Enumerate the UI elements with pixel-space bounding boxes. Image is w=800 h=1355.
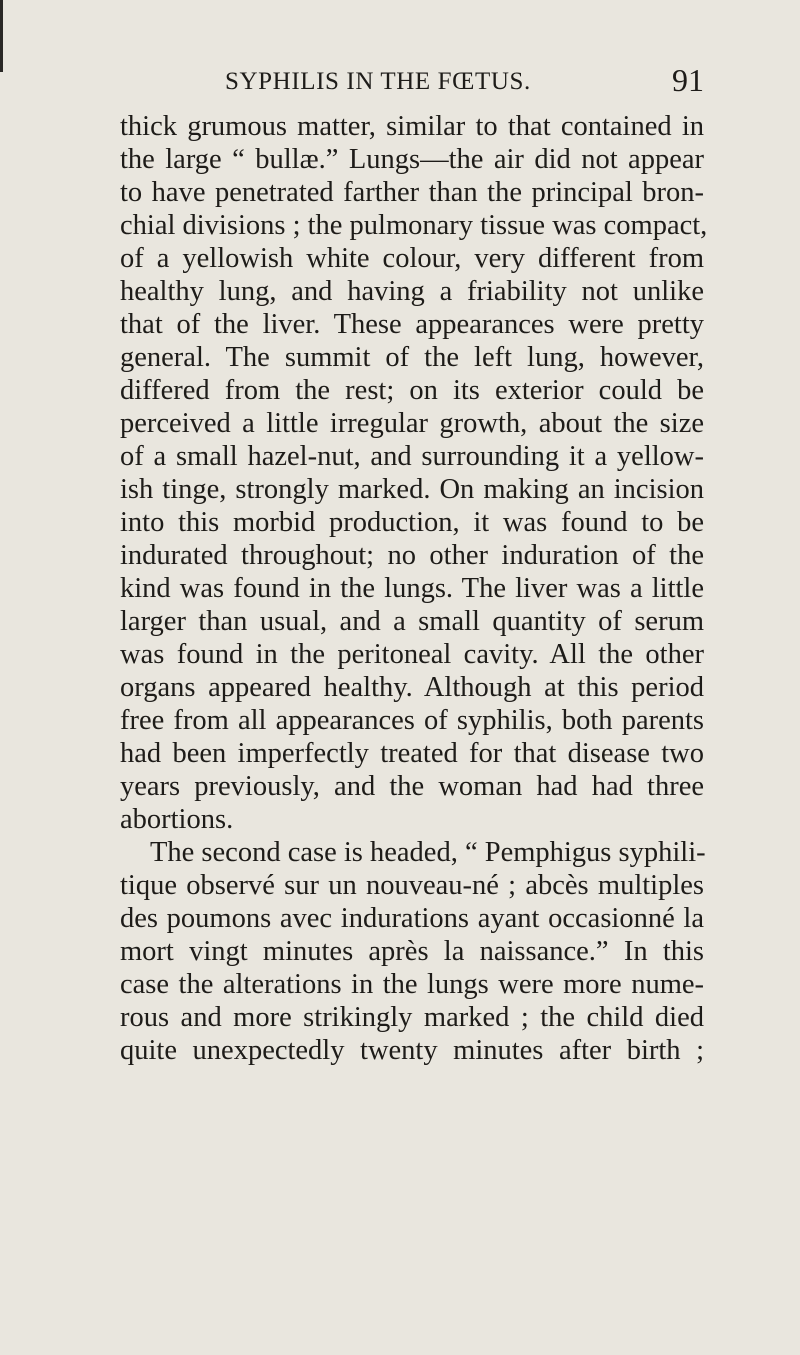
text-line: to have penetrated farther than the principal bron- [120,177,704,208]
paragraph-start-line: The second case is headed, “ Pemphigus syphili- [150,837,706,868]
page-number: 91 [672,62,704,98]
text-line: of a small hazel-nut, and surrounding it a yellow- [120,441,704,472]
text-line: kind was found in the lungs. The liver was a little [120,573,704,604]
text-line: thick grumous matter, similar to that contained in [120,111,704,142]
running-title: SYPHILIS IN THE FŒTUS. [225,68,531,95]
text-line: rous and more strikingly marked ; the child died [120,1002,704,1033]
paragraph-end-line: abortions. [120,804,234,835]
text-line: years previously, and the woman had had three [120,771,704,802]
text-line: mort vingt minutes après la naissance.” In this [120,936,704,967]
body-text [120,110,708,1067]
text-line: ish tinge, strongly marked. On making an incision [120,474,704,505]
text-line: des poumons avec indurations ayant occasionné la [120,903,704,934]
text-line: into this morbid production, it was found to be [120,507,704,538]
text-line: free from all appearances of syphilis, both parents [120,705,704,736]
text-line: was found in the peritoneal cavity. All the other [120,639,704,670]
text-line: quite unexpectedly twenty minutes after birth ; [120,1035,704,1066]
text-line: healthy lung, and having a friability not unlike [120,276,704,307]
text-line: tique observé sur un nouveau-né ; abcès multiples [120,870,704,901]
page-header [120,62,704,102]
page-edge-rule [0,0,3,72]
text-line: differed from the rest; on its exterior could be [120,375,704,406]
text-line: larger than usual, and a small quantity of serum [120,606,704,637]
text-line: the large “ bullæ.” Lungs—the air did not appear [120,144,704,175]
text-line: had been imperfectly treated for that disease two [120,738,704,769]
text-line: chial divisions ; the pulmonary tissue was compact, [120,210,708,241]
text-line: indurated throughout; no other induration of the [120,540,704,571]
text-line: of a yellowish white colour, very different from [120,243,704,274]
text-line: case the alterations in the lungs were more nume- [120,969,704,1000]
text-line: organs appeared healthy. Although at this period [120,672,704,703]
text-line: that of the liver. These appearances were pretty [120,309,704,340]
text-line: perceived a little irregular growth, about the size [120,408,704,439]
text-line: general. The summit of the left lung, however, [120,342,704,373]
